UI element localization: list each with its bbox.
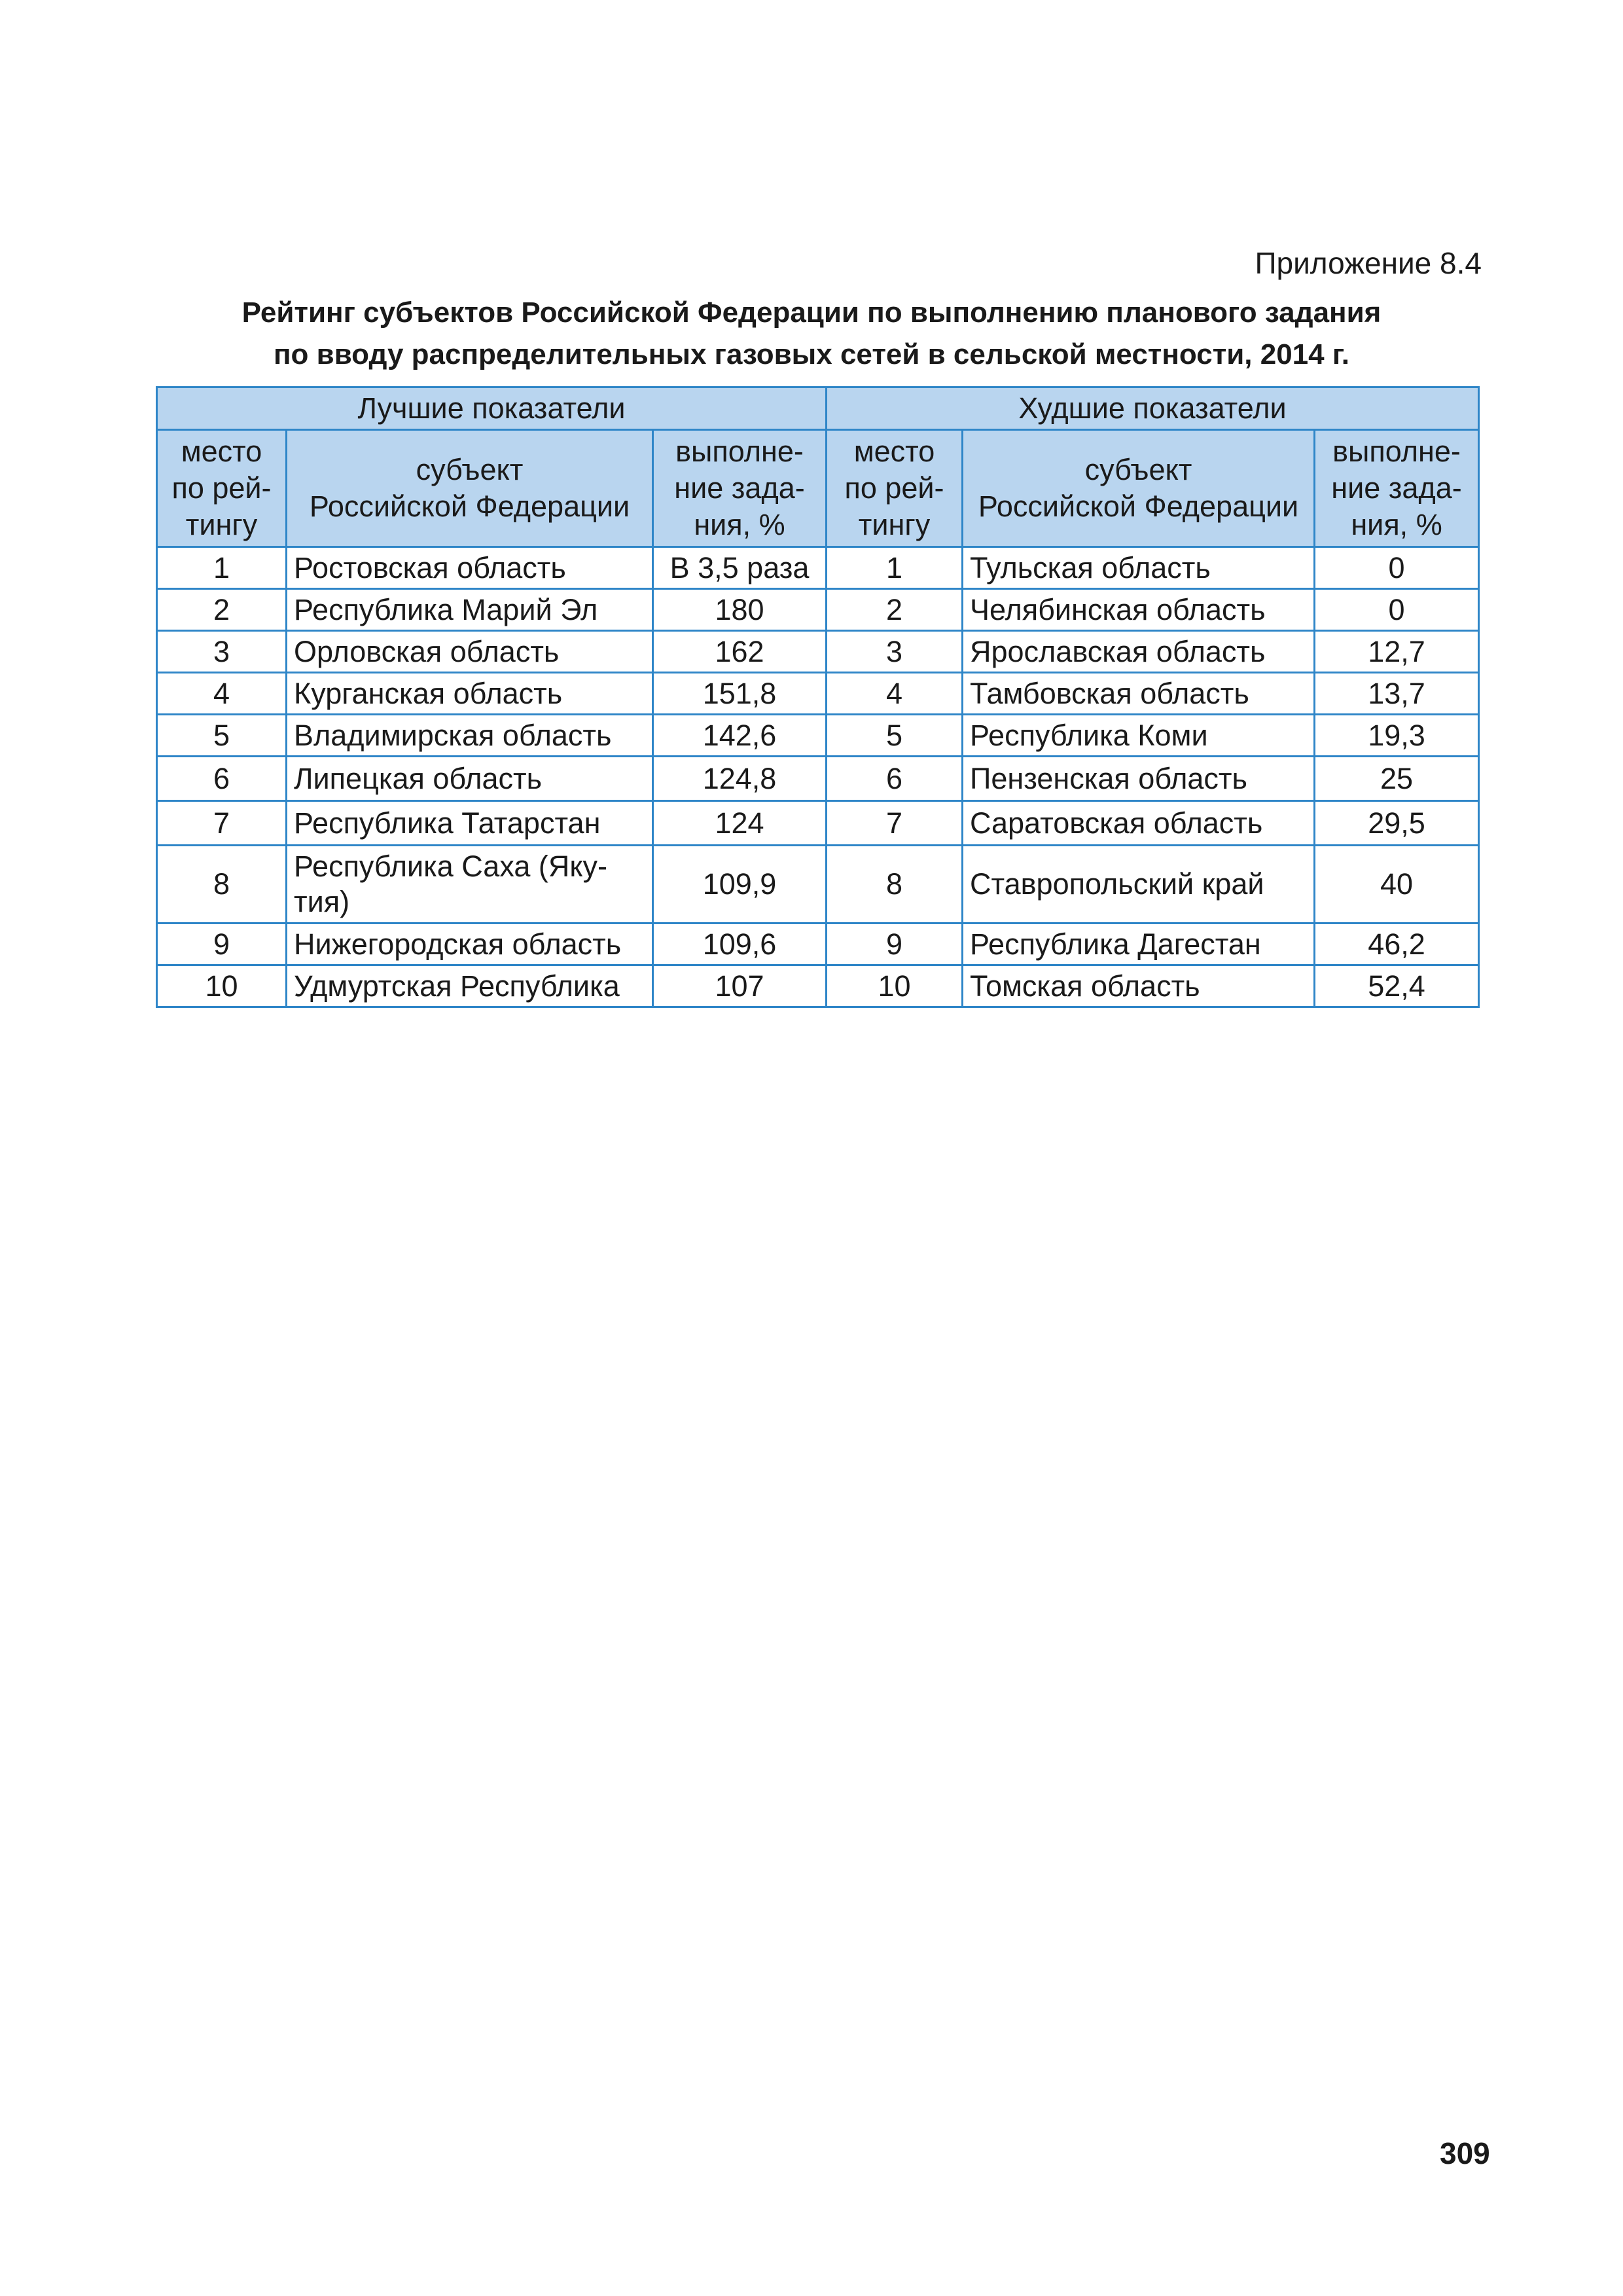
best-subject-cell: Липецкая область [287, 757, 653, 801]
worst-value-cell: 0 [1315, 547, 1479, 589]
best-subject-cell: Республика Марий Эл [287, 589, 653, 631]
worst-rank-cell: 9 [827, 924, 963, 965]
table-row [157, 547, 1479, 589]
table-row [157, 631, 1479, 673]
best-value-cell: 107 [653, 965, 827, 1007]
worst-subject-cell: Томская область [963, 965, 1315, 1007]
worst-value-cell: 12,7 [1315, 631, 1479, 673]
best-rank-cell: 10 [157, 965, 287, 1007]
worst-subject-cell: Ярославская область [963, 631, 1315, 673]
best-rank-cell: 7 [157, 801, 287, 846]
page-number: 309 [1440, 2136, 1490, 2170]
best-subject-cell: Владимирская область [287, 715, 653, 757]
worst-subject-cell: Тульская область [963, 547, 1315, 589]
best-rank-cell: 4 [157, 673, 287, 715]
worst-rank-cell: 10 [827, 965, 963, 1007]
worst-rank-cell: 2 [827, 589, 963, 631]
worst-subject-header: субъект Российской Федерации [963, 430, 1315, 547]
best-value-cell: В 3,5 раза [653, 547, 827, 589]
best-value-cell: 124,8 [653, 757, 827, 801]
worst-rank-cell: 8 [827, 846, 963, 924]
appendix-label: Приложение 8.4 [1255, 246, 1482, 280]
best-value-cell: 151,8 [653, 673, 827, 715]
worst-group-header: Худшие показатели [827, 387, 1479, 430]
best-rank-cell: 6 [157, 757, 287, 801]
best-subject-header: субъект Российской Федерации [287, 430, 653, 547]
worst-value-cell: 13,7 [1315, 673, 1479, 715]
worst-subject-cell: Республика Коми [963, 715, 1315, 757]
worst-subject-cell: Ставропольский край [963, 846, 1315, 924]
worst-rank-cell: 5 [827, 715, 963, 757]
table-row [157, 589, 1479, 631]
best-subject-cell: Курганская область [287, 673, 653, 715]
worst-value-cell: 19,3 [1315, 715, 1479, 757]
best-value-cell: 180 [653, 589, 827, 631]
worst-subject-cell: Челябинская область [963, 589, 1315, 631]
best-subject-cell: Республика Саха (Яку- тия) [287, 846, 653, 924]
best-rank-cell: 1 [157, 547, 287, 589]
worst-completion-header: выполне- ние зада- ния, % [1315, 430, 1479, 547]
title-line-2: по вводу распределительных газовых сетей в сельской местности, 2014 г. [273, 338, 1349, 370]
best-subject-cell: Ростовская область [287, 547, 653, 589]
worst-value-cell: 0 [1315, 589, 1479, 631]
worst-value-cell: 40 [1315, 846, 1479, 924]
rating-table [156, 386, 1480, 1008]
best-rank-cell: 3 [157, 631, 287, 673]
best-value-cell: 124 [653, 801, 827, 846]
worst-value-cell: 25 [1315, 757, 1479, 801]
best-value-cell: 162 [653, 631, 827, 673]
best-value-cell: 142,6 [653, 715, 827, 757]
worst-rank-cell: 3 [827, 631, 963, 673]
group-header-row [157, 387, 1479, 430]
table-row [157, 757, 1479, 801]
table-row [157, 965, 1479, 1007]
best-subject-cell: Республика Татарстан [287, 801, 653, 846]
worst-place-header: место по рей- тингу [827, 430, 963, 547]
worst-subject-cell: Тамбовская область [963, 673, 1315, 715]
worst-rank-cell: 7 [827, 801, 963, 846]
worst-value-cell: 46,2 [1315, 924, 1479, 965]
best-value-cell: 109,6 [653, 924, 827, 965]
table-row [157, 801, 1479, 846]
worst-value-cell: 29,5 [1315, 801, 1479, 846]
best-subject-cell: Орловская область [287, 631, 653, 673]
worst-value-cell: 52,4 [1315, 965, 1479, 1007]
best-rank-cell: 9 [157, 924, 287, 965]
best-completion-header: выполне- ние зада- ния, % [653, 430, 827, 547]
best-rank-cell: 8 [157, 846, 287, 924]
best-subject-cell: Удмуртская Республика [287, 965, 653, 1007]
best-subject-cell: Нижегородская область [287, 924, 653, 965]
title-line-1: Рейтинг субъектов Российской Федерации по выполнению планового задания [241, 296, 1382, 329]
document-title [151, 292, 1472, 376]
worst-rank-cell: 6 [827, 757, 963, 801]
table-row [157, 846, 1479, 924]
worst-rank-cell: 1 [827, 547, 963, 589]
best-group-header: Лучшие показатели [157, 387, 827, 430]
worst-subject-cell: Республика Дагестан [963, 924, 1315, 965]
best-rank-cell: 5 [157, 715, 287, 757]
best-rank-cell: 2 [157, 589, 287, 631]
worst-rank-cell: 4 [827, 673, 963, 715]
table-row [157, 673, 1479, 715]
column-header-row [157, 430, 1479, 547]
table-row [157, 924, 1479, 965]
worst-subject-cell: Пензенская область [963, 757, 1315, 801]
table-row [157, 715, 1479, 757]
best-value-cell: 109,9 [653, 846, 827, 924]
worst-subject-cell: Саратовская область [963, 801, 1315, 846]
best-place-header: место по рей- тингу [157, 430, 287, 547]
